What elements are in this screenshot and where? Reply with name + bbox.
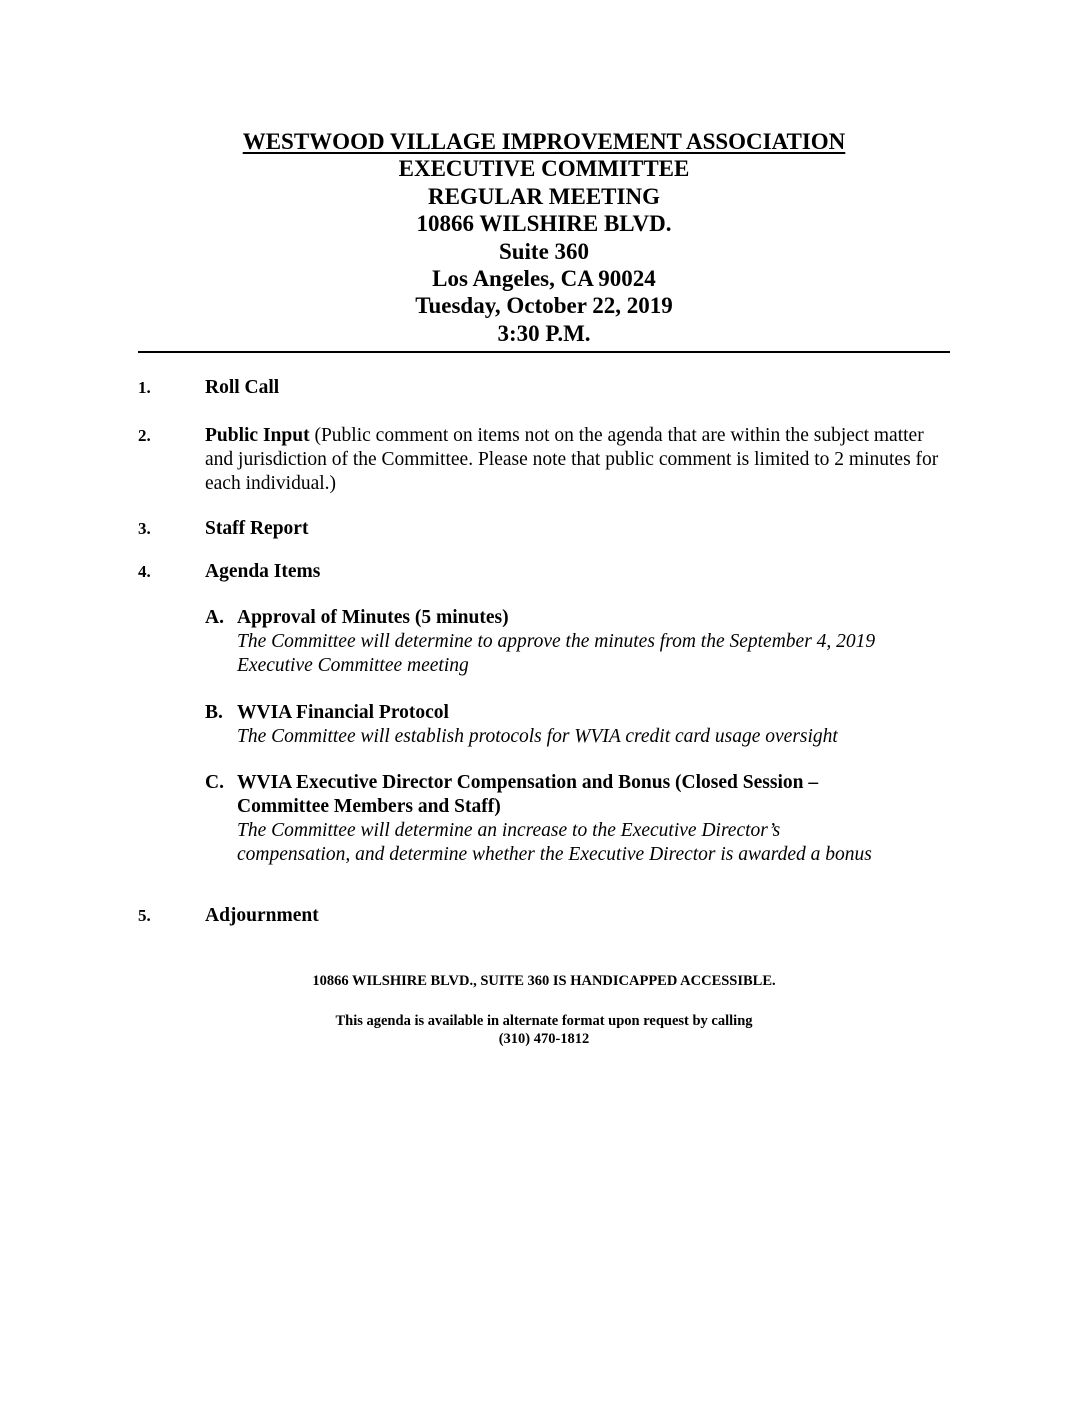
item-title: Adjournment: [205, 905, 319, 926]
subitem-description-line: The Committee will determine to approve the minutes from the September 4, 2019: [237, 631, 876, 652]
subitem-description-line: Executive Committee meeting: [237, 655, 469, 676]
item-number: 2.: [138, 426, 151, 445]
document-header: [138, 128, 950, 347]
accessibility-notice: 10866 WILSHIRE BLVD., SUITE 360 IS HANDICAPPED ACCESSIBLE.: [312, 973, 776, 989]
committee-name: EXECUTIVE COMMITTEE: [398, 156, 690, 182]
subitem-description-line: compensation, and determine whether the Executive Director is awarded a bonus: [237, 844, 872, 865]
item-title: Agenda Items: [205, 561, 321, 582]
item-title: Roll Call: [205, 377, 280, 398]
alternate-format-notice: [138, 1013, 950, 1048]
address-city: Los Angeles, CA 90024: [432, 266, 656, 292]
address-street: 10866 WILSHIRE BLVD.: [416, 211, 672, 237]
item-body: [205, 424, 950, 496]
subitem-description-line: The Committee will establish protocols for WVIA credit card usage oversight: [237, 726, 838, 747]
header-divider: [138, 351, 950, 353]
address-suite: Suite 360: [498, 238, 590, 264]
subitem-content: [237, 771, 965, 867]
subitem-letter: A.: [205, 607, 224, 628]
item-number: 1.: [138, 378, 151, 397]
subitem-title: WVIA Financial Protocol: [237, 702, 449, 723]
item-title: Staff Report: [205, 518, 309, 539]
phone-number: (310) 470-1812: [498, 1030, 590, 1047]
item-title: Public Input: [205, 425, 310, 446]
subitem-title-line: WVIA Executive Director Compensation and Bonus (Closed Session –: [237, 772, 819, 793]
item-number: 4.: [138, 562, 151, 581]
subitem-content: [237, 606, 965, 678]
subitem-letter: C.: [205, 772, 224, 793]
item-number: 5.: [138, 906, 151, 925]
subitem-description-line: The Committee will determine an increase to the Executive Director’s: [237, 820, 781, 841]
meeting-date: Tuesday, October 22, 2019: [415, 293, 673, 319]
item-description: (Public comment on items not on the agenda that are within the subject matter and jurisdiction of the Committee. Please note that public comment is limited to 2 minutes for each individual.): [205, 425, 939, 494]
subitem-title: Approval of Minutes (5 minutes): [237, 607, 509, 628]
item-number: 3.: [138, 519, 151, 538]
meeting-type: REGULAR MEETING: [428, 183, 660, 209]
organization-name: WESTWOOD VILLAGE IMPROVEMENT ASSOCIATION: [242, 129, 846, 154]
meeting-time: 3:30 P.M.: [497, 320, 591, 346]
subitem-letter: B.: [205, 702, 223, 723]
subitem-content: [237, 701, 965, 749]
alternate-format-text: This agenda is available in alternate format upon request by calling: [335, 1013, 753, 1029]
subitem-title-line: Committee Members and Staff): [237, 796, 501, 817]
